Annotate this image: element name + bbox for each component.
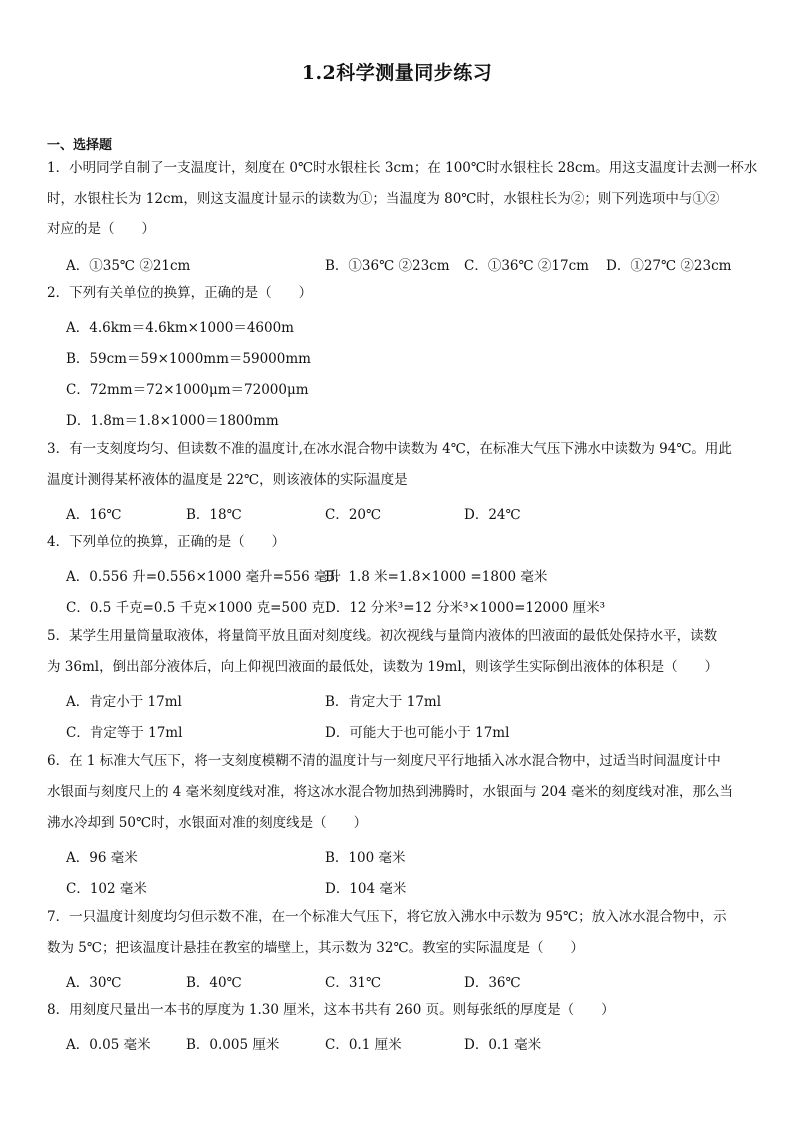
question-5-option-a: A．肯定小于 17ml [66, 694, 182, 710]
question-1-option-c: C．①36℃ ②17cm [464, 258, 589, 274]
question-2-option-c: C．72mm＝72×1000μm＝72000μm [66, 382, 309, 398]
question-4-option-d: D．12 分米³=12 分米³×1000=12000 厘米³ [325, 600, 606, 616]
question-1-line-3: 对应的是（ ） [47, 221, 155, 237]
question-7-line-2: 数为 5℃；把该温度计悬挂在教室的墙壁上，其示数为 32℃。教室的实际温度是（ ） [47, 940, 585, 956]
question-3-option-c: C．20℃ [325, 507, 382, 523]
question-2-option-b: B．59cm＝59×1000mm＝59000mm [66, 351, 311, 367]
question-2-option-d: D．1.8m＝1.8×1000＝1800mm [66, 413, 279, 429]
question-5-option-d: D．可能大于也可能小于 17ml [325, 725, 510, 741]
question-3-option-d: D．24℃ [464, 507, 521, 523]
question-6-line-3: 沸水冷却到 50℃时，水银面对准的刻度线是（ ） [47, 815, 368, 831]
question-3-line-1: 3．有一支刻度均匀、但读数不准的温度计,在冰水混合物中读数为 4℃，在标准大气压下沸水中读数为 94℃。用此 [47, 441, 732, 457]
question-3-option-b: B．18℃ [186, 507, 242, 523]
question-8-option-d: D．0.1 毫米 [464, 1037, 542, 1053]
question-4-option-b: B．1.8 米=1.8×1000 =1800 毫米 [325, 569, 548, 585]
question-7-option-c: C．31℃ [325, 975, 382, 991]
question-6-option-b: B．100 毫米 [325, 850, 406, 866]
question-7-option-d: D．36℃ [464, 975, 521, 991]
question-4-option-c: C．0.5 千克=0.5 千克×1000 克=500 克 [66, 600, 325, 616]
question-4-option-a: A．0.556 升=0.556×1000 毫升=556 毫升 [66, 569, 341, 585]
question-7-line-1: 7．一只温度计刻度均匀但示数不准，在一个标准大气压下，将它放入沸水中示数为 95℃；放入冰水混合物中，示 [47, 909, 727, 925]
page-title: 1.2科学测量同步练习 [301, 62, 493, 84]
section-heading: 一、选择题 [47, 138, 113, 153]
question-6-option-c: C．102 毫米 [66, 881, 147, 897]
question-6-line-1: 6．在 1 标准大气压下，将一支刻度模糊不清的温度计与一刻度尺平行地插入冰水混合物中，过适当时间温度计中 [47, 753, 721, 769]
question-5-line-2: 为 36ml，倒出部分液体后，向上仰视凹液面的最低处，读数为 19ml，则该学生实际倒出液体的体积是（ ） [47, 659, 719, 675]
question-3-option-a: A．16℃ [66, 507, 122, 523]
question-1-line-2: 时，水银柱长为 12cm，则这支温度计显示的读数为①；当温度为 80℃时，水银柱长为②；则下列选项中与①② [47, 191, 720, 207]
question-3-line-2: 温度计测得某杯液体的温度是 22℃，则该液体的实际温度是 [47, 472, 408, 488]
question-4-line-1: 4．下列单位的换算，正确的是（ ） [47, 534, 286, 550]
question-6-option-a: A．96 毫米 [66, 850, 138, 866]
question-8-option-b: B．0.005 厘米 [186, 1037, 280, 1053]
question-7-option-a: A．30℃ [66, 975, 122, 991]
question-6-line-2: 水银面与刻度尺上的 4 毫米刻度线对准，将这冰水混合物加热到沸腾时，水银面与 204 毫米的刻度线对准，那么当 [47, 784, 734, 800]
question-6-option-d: D．104 毫米 [325, 881, 407, 897]
question-5-option-b: B．肯定大于 17ml [325, 694, 442, 710]
question-8-option-c: C．0.1 厘米 [325, 1037, 402, 1053]
question-2-line-1: 2．下列有关单位的换算，正确的是（ ） [47, 285, 313, 301]
question-2-option-a: A．4.6km＝4.6km×1000＝4600m [66, 320, 294, 336]
question-1-option-b: B．①36℃ ②23cm [325, 258, 450, 274]
question-1-line-1: 1．小明同学自制了一支温度计，刻度在 0℃时水银柱长 3cm；在 100℃时水银柱长 28cm。用这支温度计去测一杯水 [47, 160, 758, 176]
question-7-option-b: B．40℃ [186, 975, 242, 991]
question-5-option-c: C．肯定等于 17ml [66, 725, 183, 741]
question-1-option-d: D．①27℃ ②23cm [606, 258, 732, 274]
question-8-line-1: 8．用刻度尺量出一本书的厚度为 1.30 厘米，这本书共有 260 页。则每张纸的厚度是（ ） [47, 1002, 615, 1018]
question-8-option-a: A．0.05 毫米 [66, 1037, 151, 1053]
question-1-option-a: A．①35℃ ②21cm [66, 258, 191, 274]
question-5-line-1: 5．某学生用量筒量取液体，将量筒平放且面对刻度线。初次视线与量筒内液体的凹液面的最低处保持水平，读数 [47, 628, 718, 644]
